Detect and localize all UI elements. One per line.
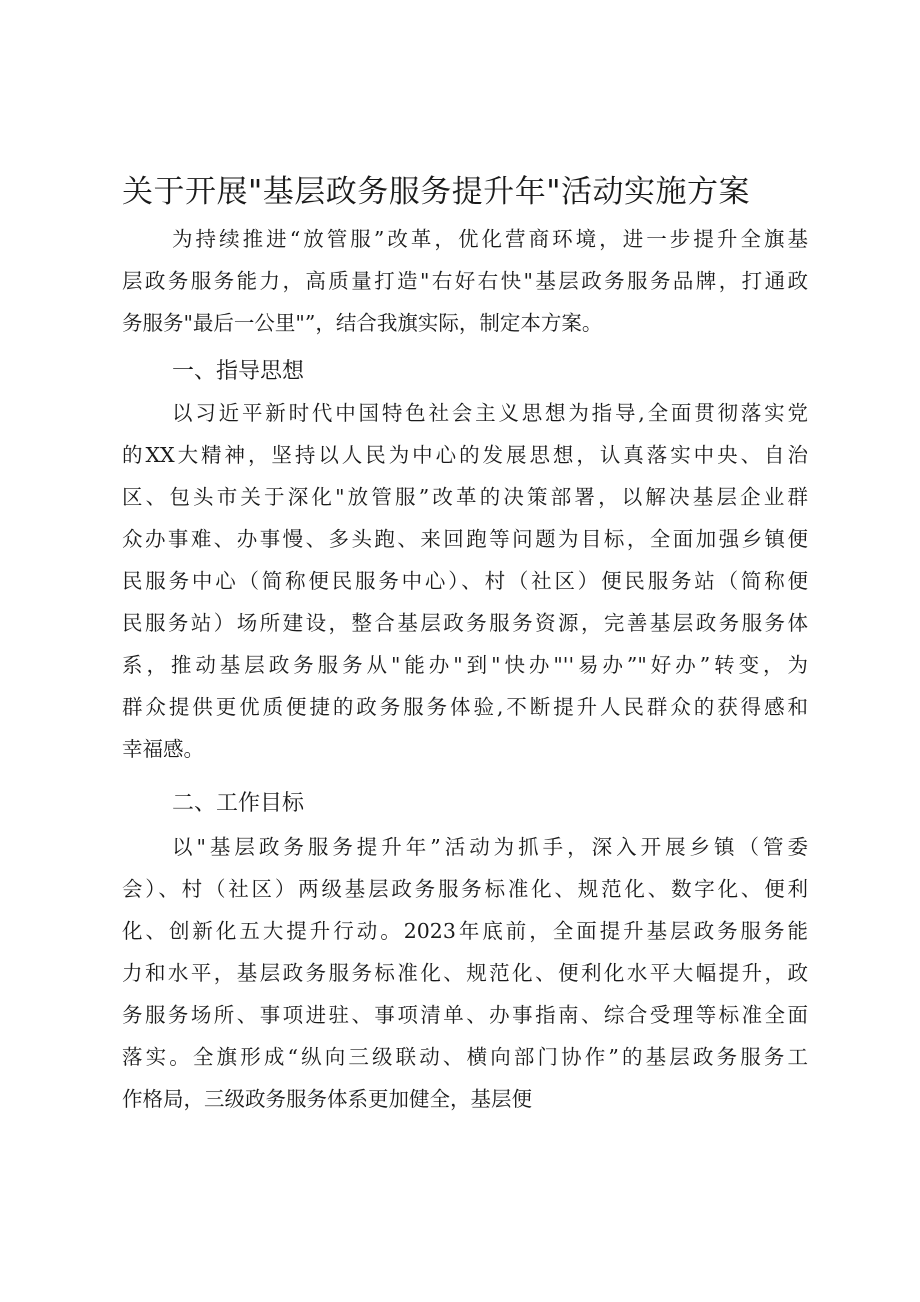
intro-paragraph bbox=[122, 218, 808, 344]
paragraph-line: 务服务场所、事项进驻、事项清单、办事指南、综合受理等标准全面 bbox=[122, 1003, 808, 1027]
paragraph-line: 系，推动基层政务服务从"能办"到"快办"''易办”"好办”转变，为 bbox=[122, 653, 808, 677]
paragraph-line: 落实。全旗形成“纵向三级联动、横向部门协作”的基层政务服务工 bbox=[122, 1045, 808, 1069]
paragraph-line: 群众提供更优质便捷的政务服务体验,不断提升人民群众的获得感和 bbox=[122, 695, 808, 719]
paragraph-line: 以习近平新时代中国特色社会主义思想为指导,全面贯彻落实党 bbox=[172, 401, 808, 425]
paragraph-line: 的XX大精神，坚持以人民为中心的发展思想，认真落实中央、自治 bbox=[122, 443, 808, 467]
paragraph-line: 力和水平，基层政务服务标准化、规范化、便利化水平大幅提升，政 bbox=[122, 961, 808, 985]
paragraph-line: 化、创新化五大提升行动。2023年底前，全面提升基层政务服务能 bbox=[122, 919, 808, 943]
paragraph-line: 作格局，三级政务服务体系更加健全，基层便 bbox=[122, 1087, 532, 1111]
paragraph-line: 以"基层政务服务提升年”活动为抓手，深入开展乡镇（管委 bbox=[172, 835, 808, 859]
work-goals-paragraph bbox=[122, 826, 808, 1120]
paragraph-line: 区、包头市关于深化"放管服”改革的决策部署，以解决基层企业群 bbox=[122, 485, 808, 509]
paragraph-line: 民服务中心（简称便民服务中心）、村（社区）便民服务站（简称便 bbox=[122, 569, 808, 593]
section-heading-work-goals: 二、工作目标 bbox=[172, 791, 305, 816]
guiding-ideology-paragraph bbox=[122, 392, 808, 770]
paragraph-line: 层政务服务能力，高质量打造"右好右快"基层政务服务品牌，打通政 bbox=[122, 269, 808, 293]
paragraph-line: 民服务站）场所建设，整合基层政务服务资源，完善基层政务服务体 bbox=[122, 611, 808, 635]
paragraph-line: 会）、村（社区）两级基层政务服务标准化、规范化、数字化、便利 bbox=[122, 877, 808, 901]
paragraph-line: 为持续推进“放管服”改革，优化营商环境，进一步提升全旗基 bbox=[172, 227, 808, 251]
section-heading-guiding-ideology: 一、指导思想 bbox=[172, 359, 305, 384]
paragraph-line: 务服务"最后一公里"”，结合我旗实际，制定本方案。 bbox=[122, 311, 603, 335]
document-title: 关于开展"基层政务服务提升年"活动实施方案 bbox=[122, 174, 751, 210]
paragraph-line: 众办事难、办事慢、多头跑、来回跑等问题为目标，全面加强乡镇便 bbox=[122, 527, 808, 551]
paragraph-line: 幸福感。 bbox=[122, 737, 204, 761]
